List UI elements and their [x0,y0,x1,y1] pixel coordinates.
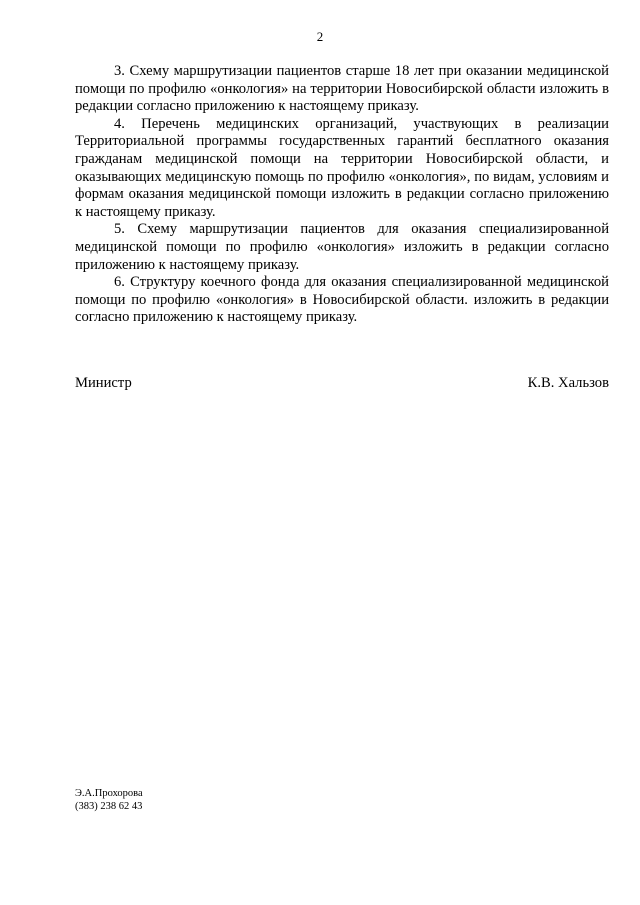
executor-footer [75,787,143,813]
executor-phone: (383) 238 62 43 [75,801,143,812]
page-number: 2 [316,29,324,44]
paragraph-3: 3. Схему маршрутизации пациентов старше 18 лет при оказании медицинской помощи по профилю «онкология» на территории Новосибирской области изложить в редакции согласно приложению к настоящему приказу. [75,63,609,115]
paragraph-5: 5. Схему маршрутизации пациентов для оказания специализированной медицинской помощи по профилю «онкология» изложить в редакции согласно приложению к настоящему приказу. [75,221,609,273]
signatory-name: К.В. Хальзов [527,375,609,391]
paragraph-6: 6. Структуру коечного фонда для оказания специализированной медицинской помощи по профилю «онкология» в Новосибирской области. изложить в редакции согласно приложению к настоящему приказу. [75,274,609,326]
paragraph-4: 4. Перечень медицинских организаций, участвующих в реализации Территориальной программы государственных гарантий бесплатного оказания гражданам медицинской помощи на территории Новосибирской области, и оказывающих медицинскую помощь по профилю «онкология», по видам, условиям и формам оказания медицинской помощи изложить в редакции согласно приложению к настоящему приказу. [75,115,609,220]
executor-name: Э.А.Прохорова [75,788,143,799]
document-body [75,63,609,327]
signatory-role: Министр [75,375,132,391]
